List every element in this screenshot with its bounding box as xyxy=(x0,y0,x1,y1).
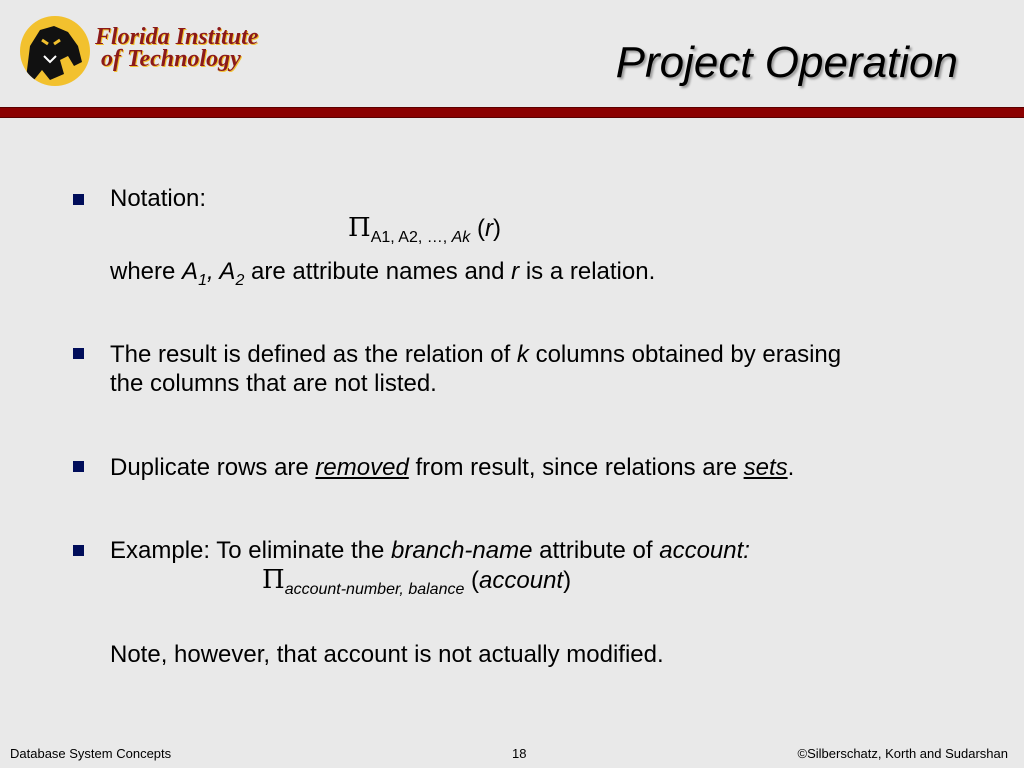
logo-line1: Florida Institute xyxy=(95,24,259,50)
where-word: where xyxy=(110,258,183,285)
panther-icon xyxy=(20,16,90,86)
bullet-marker-4 xyxy=(73,545,84,556)
bullet-marker-3 xyxy=(73,461,84,472)
example-text-1: Example: To eliminate the xyxy=(110,537,392,564)
attr-comma: , xyxy=(206,258,220,285)
title-divider xyxy=(0,107,1024,118)
slide-title: Project Operation xyxy=(615,38,958,87)
where-text-2: is a relation. xyxy=(519,258,656,285)
example-formula xyxy=(262,566,571,598)
projection-formula xyxy=(348,214,501,246)
attr-a1: A xyxy=(182,258,199,285)
example-subscript: account-number, balance xyxy=(284,581,465,598)
note-line: Note, however, that account is not actually modified. xyxy=(110,641,664,668)
result-k: k xyxy=(516,341,529,368)
bullet-marker-2 xyxy=(73,348,84,359)
footer-right: ©Silberschatz, Korth and Sudarshan xyxy=(797,746,1008,761)
example-pi-symbol: Π xyxy=(262,565,285,595)
notation-label: Notation: xyxy=(110,185,207,212)
attr-a1-sub: 1 xyxy=(198,271,207,289)
panther-emblem xyxy=(20,16,90,86)
example-line xyxy=(110,536,750,565)
account-word: account: xyxy=(659,537,750,564)
subscript-attrs: A1, A2, …, xyxy=(370,229,452,246)
page-number: 18 xyxy=(512,746,527,761)
attr-a2-sub: 2 xyxy=(235,271,245,289)
branch-name-word: branch-name xyxy=(391,537,533,564)
example-account: account xyxy=(479,567,564,594)
result-text-1: The result is defined as the relation of xyxy=(110,341,517,368)
example-text-2: attribute of xyxy=(532,537,660,564)
paren-close: ) xyxy=(492,215,501,242)
formula-subscript xyxy=(371,229,471,246)
where-r: r xyxy=(511,258,520,285)
paren-open: ( xyxy=(470,215,485,242)
where-text-1: are attribute names and xyxy=(244,258,512,285)
removed-word: removed xyxy=(315,454,409,481)
result-definition-line1 xyxy=(110,340,841,369)
pi-symbol: Π xyxy=(348,213,371,243)
result-definition-line2: the columns that are not listed. xyxy=(110,370,437,397)
dup-text-2: from result, since relations are xyxy=(408,454,744,481)
example-paren-open: ( xyxy=(464,567,480,594)
footer-left: Database System Concepts xyxy=(10,746,172,761)
subscript-ak: Ak xyxy=(451,229,471,246)
example-paren-close: ) xyxy=(563,567,572,594)
logo-line2: of Technology xyxy=(101,46,241,72)
sets-word: sets xyxy=(743,454,788,481)
bullet-marker-1 xyxy=(73,194,84,205)
fit-logo xyxy=(20,16,260,88)
dup-text-1: Duplicate rows are xyxy=(110,454,316,481)
dup-period: . xyxy=(787,454,795,481)
notation-where-line xyxy=(110,257,655,295)
result-text-2: columns obtained by erasing xyxy=(528,341,842,368)
duplicate-rows-text xyxy=(110,453,794,482)
relation-r: r xyxy=(484,215,493,242)
attr-a2: A xyxy=(219,258,236,285)
